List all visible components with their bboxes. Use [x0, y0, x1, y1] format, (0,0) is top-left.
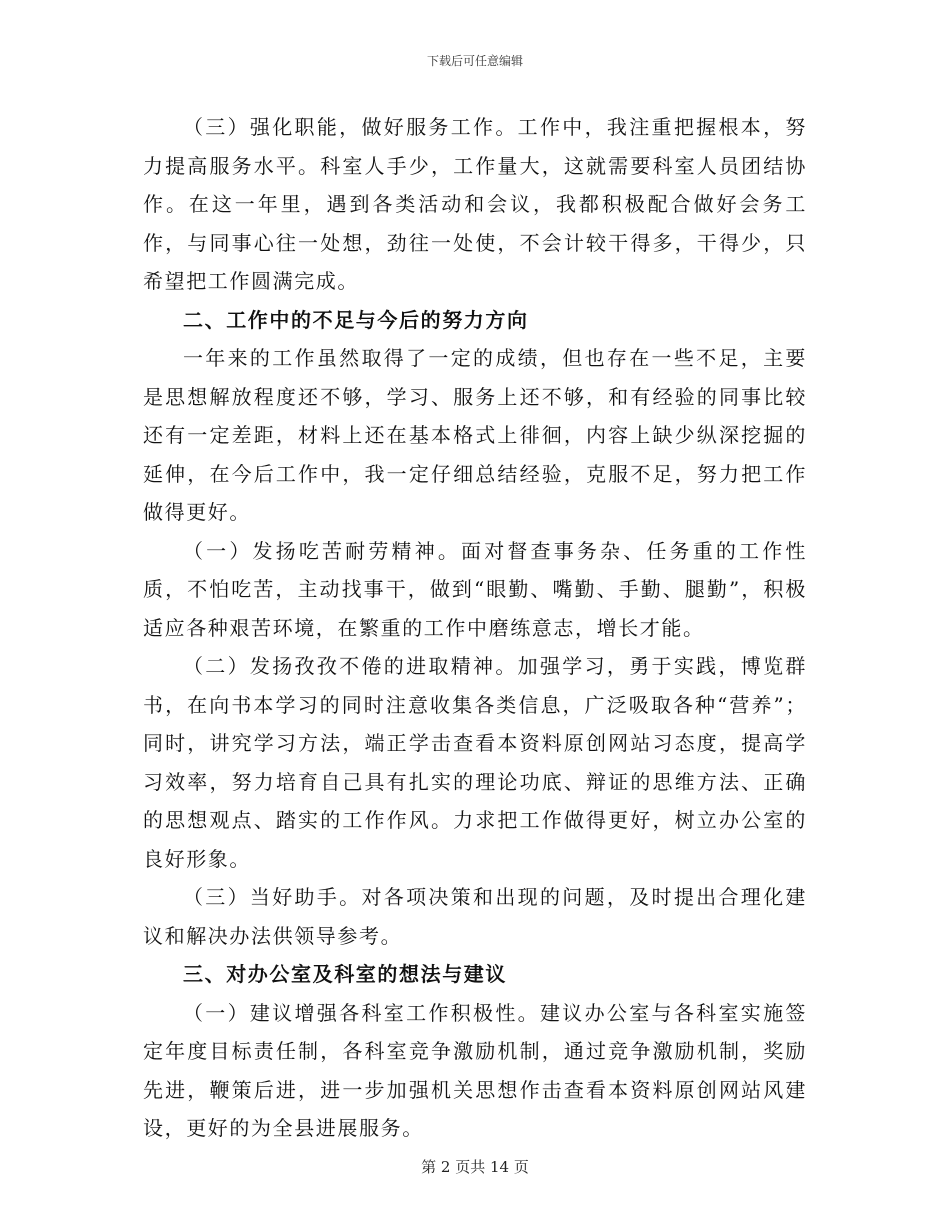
paragraph-shortcomings-summary: 一年来的工作虽然取得了一定的成绩，但也存在一些不足，主要是思想解放程度还不够，学习、服务上还不够，和有经验的同事比较还有一定差距，材料上还在基本格式上徘徊，内容上缺少纵深挖掘的延伸，在今后工作中，我一定仔细总结经验，克服不足，努力把工作做得更好。	[143, 346, 807, 524]
paragraph-hardworking-spirit: （一）发扬吃苦耐劳精神。面对督查事务杂、任务重的工作性质，不怕吃苦，主动找事干，做到“眼勤、嘴勤、手勤、腿勤”，积极适应各种艰苦环境，在繁重的工作中磨练意志，增长才能。	[143, 538, 807, 640]
section-heading-suggestions: 三、对办公室及科室的想法与建议	[183, 962, 507, 986]
document-body	[143, 108, 807, 1148]
paragraph-suggestion-enthusiasm: （一）建议增强各科室工作积极性。建议办公室与各科室实施签定年度目标责任制，各科室竞争激励机制，通过竞争激励机制，奖励先进，鞭策后进，进一步加强机关思想作击查看本资料原创网站风建设，更好的为全县进展服务。	[143, 1000, 807, 1140]
paragraph-good-assistant: （三）当好助手。对各项决策和出现的问题，及时提出合理化建议和解决办法供领导参考。	[143, 885, 807, 948]
section-heading-shortcomings: 二、工作中的不足与今后的努力方向	[183, 307, 529, 332]
paragraph-enterprising-spirit: （二）发扬孜孜不倦的进取精神。加强学习，勇于实践，博览群书，在向书本学习的同时注意收集各类信息，广泛吸取各种“营养”；同时，讲究学习方法，端正学击查看本资料原创网站习态度，提高学习效率，努力培育自己具有扎实的理论功底、辩证的思维方法、正确的思想观点、踏实的工作作风。力求把工作做得更好，树立办公室的良好形象。	[143, 654, 807, 871]
paragraph-strengthen-functions: （三）强化职能，做好服务工作。工作中，我注重把握根本，努力提高服务水平。科室人手少，工作量大，这就需要科室人员团结协作。在这一年里，遇到各类活动和会议，我都积极配合做好会务工作，与同事心往一处想，劲往一处使，不会计较干得多，干得少，只希望把工作圆满完成。	[143, 115, 807, 293]
page-number-footer: 第 2 页共 14 页	[421, 1158, 529, 1176]
page-header: 下载后可任意编辑	[426, 54, 523, 68]
